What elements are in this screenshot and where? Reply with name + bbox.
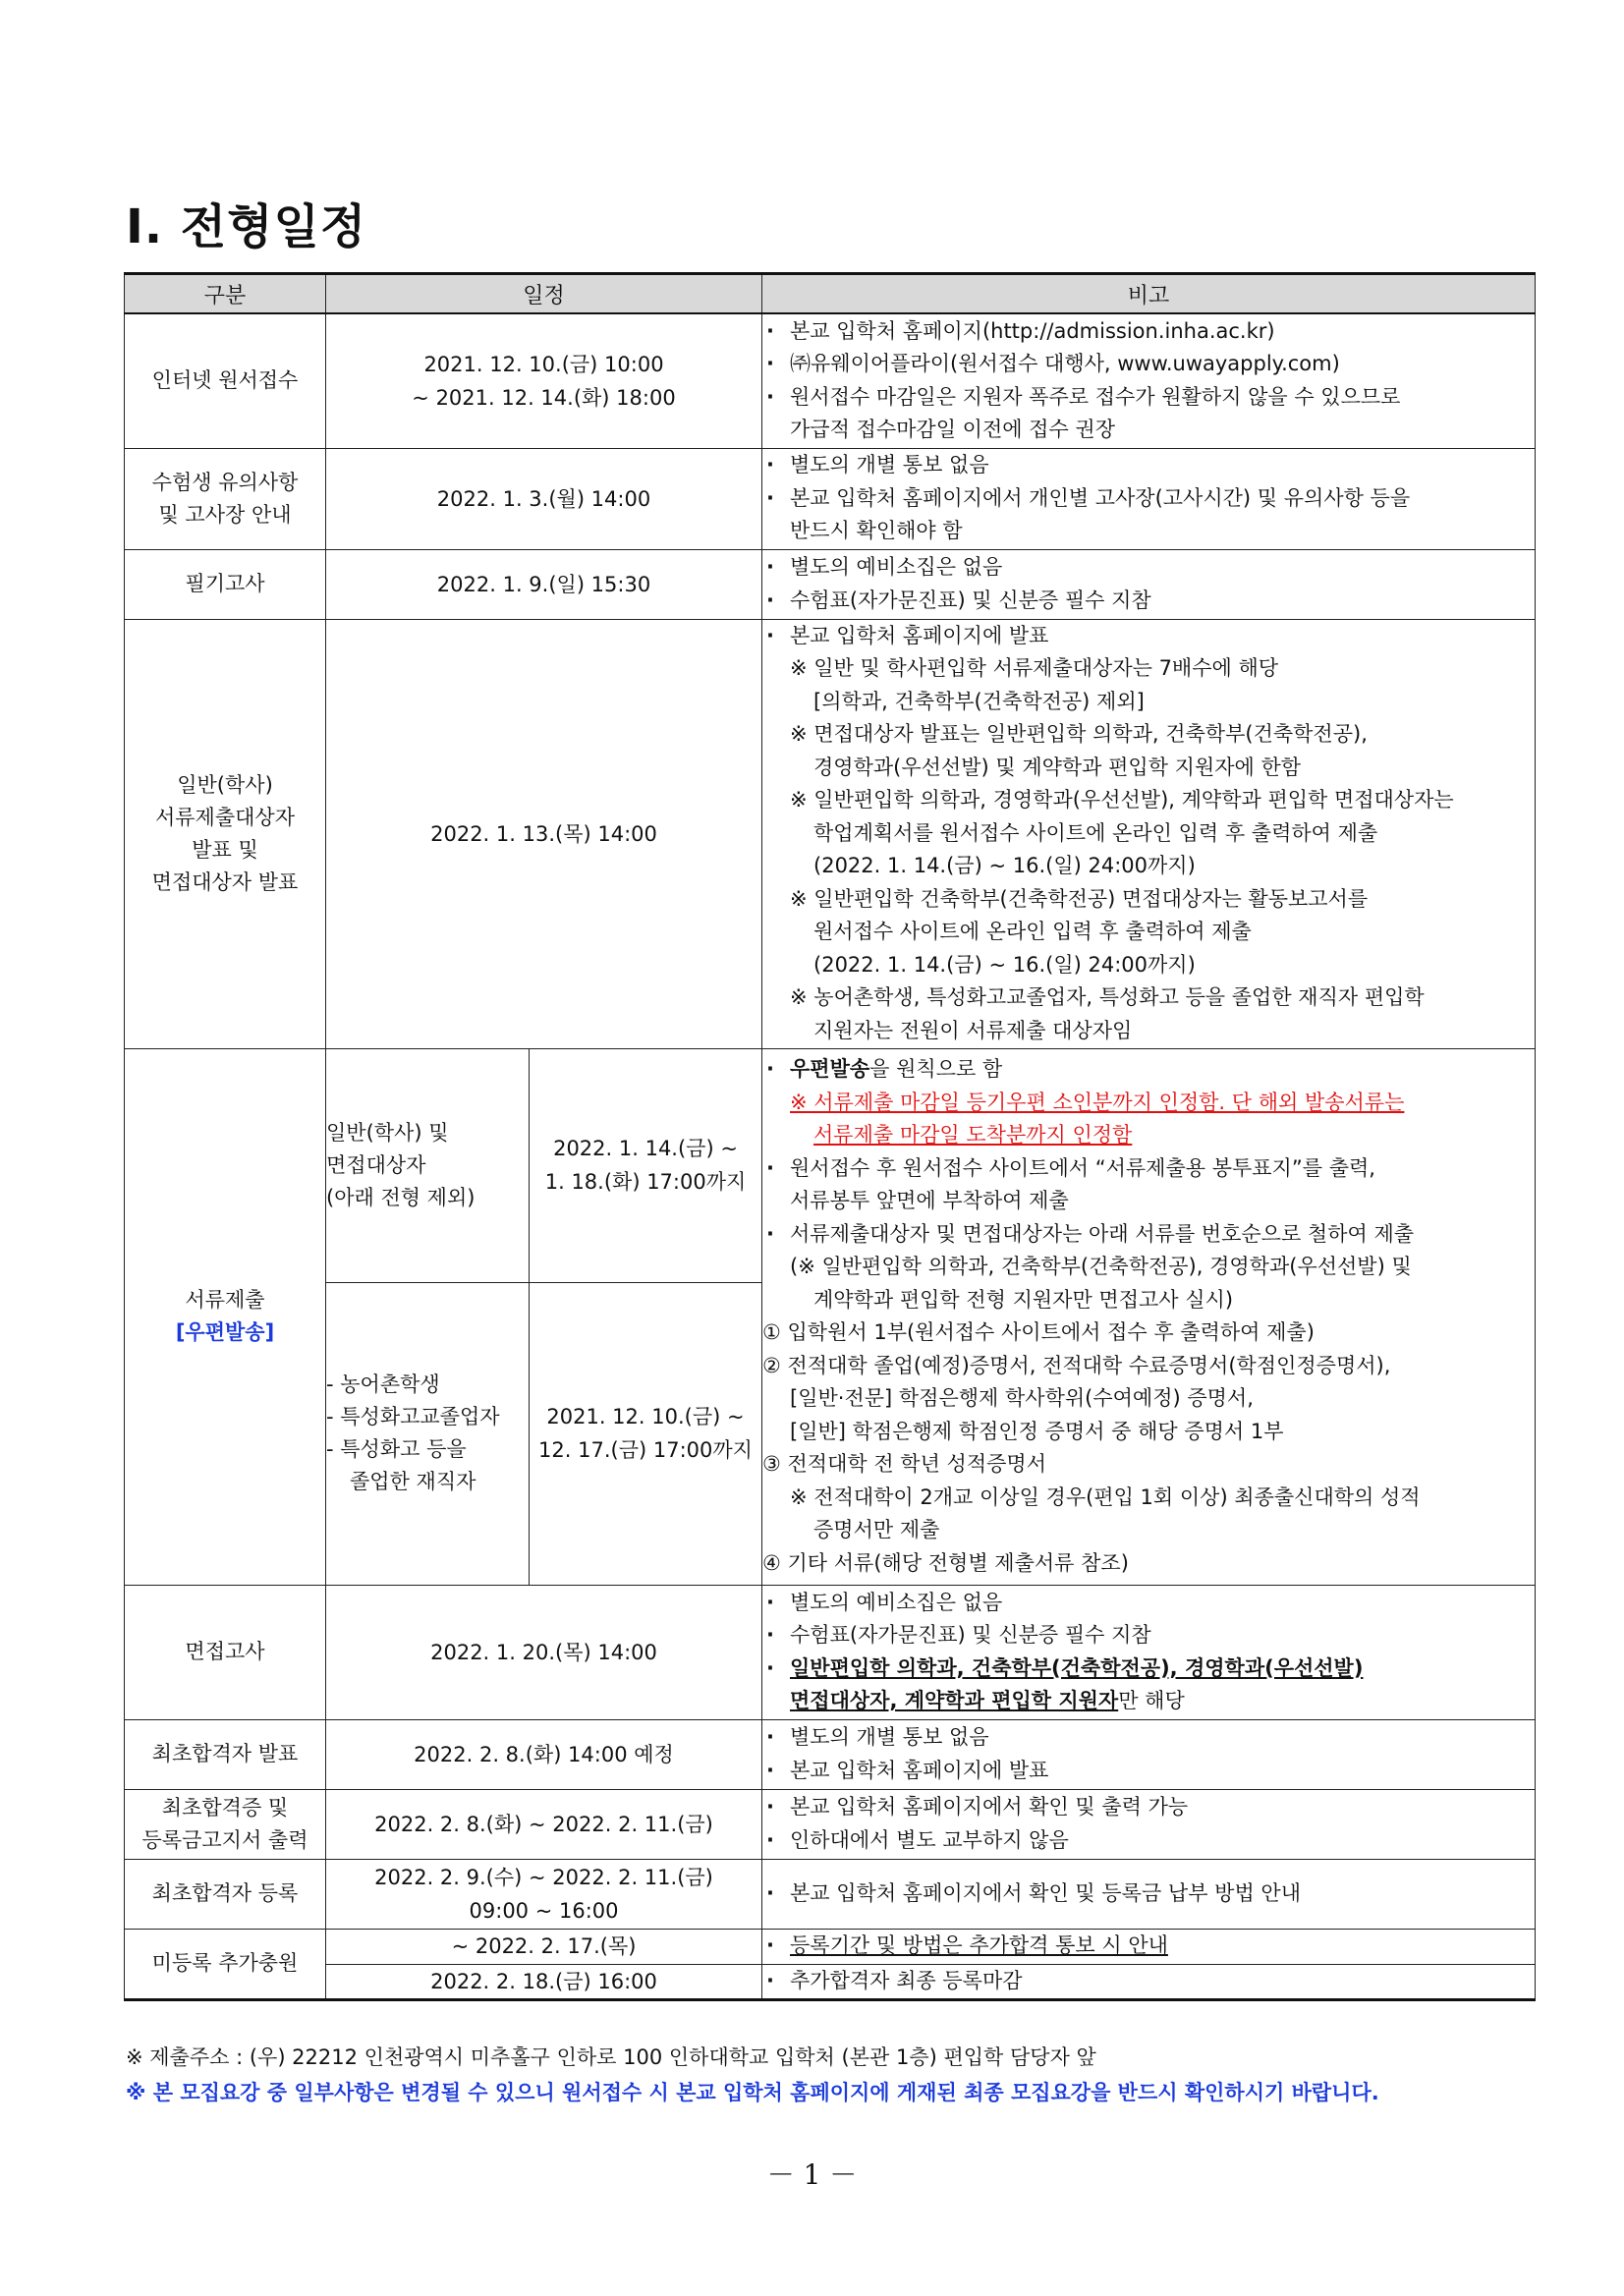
note-line: 경영학과(우선선발) 및 계약학과 편입학 지원자에 한함 (813, 755, 1302, 779)
note-line: [의학과, 건축학부(건축학전공) 제외] (813, 689, 1145, 713)
note-line: ④ 기타 서류(해당 전형별 제출서류 참조) (762, 1550, 1129, 1575)
row-date: 2022. 1. 13.(목) 14:00 (326, 619, 762, 1048)
date-line: 2022. 2. 9.(수) ~ 2022. 2. 11.(금) (374, 1865, 713, 1889)
note-line: · 별도의 개별 통보 없음 (762, 449, 1535, 482)
note-line: · 별도의 예비소집은 없음 (762, 551, 1535, 585)
row-date (326, 313, 762, 448)
note-line: ② 전적대학 졸업(예정)증명서, 전적대학 수료증명서(학점인정증명서), (762, 1353, 1391, 1377)
subcategory-line: - 농어촌학생 (326, 1372, 440, 1396)
header-schedule: 일정 (326, 274, 762, 314)
table-row (125, 1964, 1536, 1999)
schedule-table (124, 272, 1536, 2001)
row-date: 2022. 1. 20.(목) 14:00 (326, 1585, 762, 1719)
row-notes (762, 1964, 1536, 1999)
table-row (125, 1585, 1536, 1719)
row-category: 최초합격자 발표 (125, 1719, 326, 1789)
note-line: · 본교 입학처 홈페이지에서 확인 및 등록금 납부 방법 안내 (762, 1877, 1535, 1911)
table-row (125, 313, 1536, 448)
row-date: 2022. 2. 8.(화) ~ 2022. 2. 11.(금) (326, 1789, 762, 1859)
note-line: · 수험표(자가문진표) 및 신분증 필수 지참 (762, 585, 1535, 618)
note-line-highlight: 서류제출 마감일 도착분까지 인정함 (813, 1123, 1133, 1147)
subcategory-line: (아래 전형 제외) (326, 1185, 476, 1209)
row-notes (762, 1929, 1536, 1964)
category-line: 및 고사장 안내 (158, 502, 292, 527)
note-line: 서류봉투 앞면에 부착하여 제출 (790, 1189, 1069, 1212)
note-line: · 추가합격자 최종 등록마감 (762, 1965, 1535, 1998)
note-line: · 본교 입학처 홈페이지에서 개인별 고사장(고사시간) 및 유의사항 등을 (762, 482, 1535, 516)
table-header-row (125, 274, 1536, 314)
note-bold: 면접대상자, 계약학과 편입학 지원자 (790, 1689, 1119, 1712)
note-bold: 우편발송 (790, 1057, 870, 1081)
row-date (530, 1048, 762, 1282)
row-date (326, 1859, 762, 1929)
table-row (125, 1929, 1536, 1964)
subcategory-line: 면접대상자 (326, 1152, 426, 1177)
date-line: 12. 17.(금) 17:00까지 (538, 1438, 753, 1462)
note-line: 증명서만 제출 (813, 1518, 940, 1541)
note-line: (2022. 1. 14.(금) ~ 16.(일) 24:00까지) (813, 854, 1196, 878)
row-category: 인터넷 원서접수 (125, 313, 326, 448)
note-line-emphasis: · 일반편입학 의학과, 건축학부(건축학전공), 경영학과(우선선발) (762, 1652, 1535, 1686)
date-line: 2021. 12. 10.(금) 10:00 (423, 352, 664, 376)
note-line: · 원서접수 후 원서접수 사이트에서 “서류제출용 봉투표지”를 출력, (762, 1152, 1535, 1186)
row-category (125, 1789, 326, 1859)
row-subcategory (326, 1282, 530, 1585)
note-line: ※ 면접대상자 발표는 일반편입학 의학과, 건축학부(건축학전공), (790, 722, 1368, 747)
category-postal-label: [우편발송] (175, 1320, 275, 1344)
table-row (125, 448, 1536, 549)
row-category (125, 1048, 326, 1585)
header-notes: 비고 (762, 274, 1536, 314)
row-notes (762, 1789, 1536, 1859)
date-line: 09:00 ~ 16:00 (469, 1898, 619, 1923)
note-line: · 원서접수 마감일은 지원자 폭주로 접수가 원활하지 않을 수 있으므로 (762, 381, 1535, 415)
table-row (125, 1719, 1536, 1789)
note-line: · 인하대에서 별도 교부하지 않음 (762, 1824, 1535, 1858)
note-line: · 수험표(자가문진표) 및 신분증 필수 지참 (762, 1619, 1535, 1652)
note-line: ① 입학원서 1부(원서접수 사이트에서 접수 후 출력하여 제출) (762, 1320, 1315, 1344)
note-line: 가급적 접수마감일 이전에 접수 권장 (790, 418, 1116, 442)
note-line: ※ 일반편입학 건축학부(건축학전공) 면접대상자는 활동보고서를 (790, 886, 1369, 911)
row-notes (762, 313, 1536, 448)
subcategory-line: - 특성화고교졸업자 (326, 1405, 500, 1428)
page-number: － 1 － (766, 2158, 858, 2191)
subcategory-line: - 특성화고 등을 (326, 1437, 467, 1461)
row-notes (762, 1719, 1536, 1789)
footnote-address: ※ 제출주소 : (우) 22212 인천광역시 미추홀구 인하로 100 인하대학교 입학처 (본관 1층) 편입학 담당자 앞 (126, 2045, 1096, 2069)
row-notes (762, 1859, 1536, 1929)
note-line (762, 1053, 1535, 1087)
note-line: [일반] 학점은행제 학점인정 증명서 중 해당 증명서 1부 (790, 1419, 1284, 1443)
note-line-highlight: ※ 서류제출 마감일 등기우편 소인분까지 인정함. 단 해외 발송서류는 (790, 1090, 1405, 1114)
date-line: ~ 2021. 12. 14.(화) 18:00 (412, 385, 676, 410)
note-line: · 별도의 예비소집은 없음 (762, 1587, 1535, 1620)
row-category: 미등록 추가충원 (125, 1929, 326, 1999)
note-line: (2022. 1. 14.(금) ~ 16.(일) 24:00까지) (813, 952, 1196, 977)
row-date: 2022. 2. 8.(화) 14:00 예정 (326, 1719, 762, 1789)
row-subcategory (326, 1048, 530, 1282)
row-date: 2022. 1. 3.(월) 14:00 (326, 448, 762, 549)
table-row (125, 619, 1536, 1048)
note-line: · 서류제출대상자 및 면접대상자는 아래 서류를 번호순으로 철하여 제출 (762, 1218, 1535, 1252)
note-line: ※ 일반 및 학사편입학 서류제출대상자는 7배수에 해당 (790, 656, 1279, 681)
note-line: ※ 농어촌학생, 특성화고교졸업자, 특성화고 등을 졸업한 재직자 편입학 (790, 985, 1425, 1010)
category-line: 서류제출대상자 (154, 805, 295, 829)
note-line: [일반·전문] 학점은행제 학사학위(수여예정) 증명서, (790, 1386, 1254, 1410)
category-line: 수험생 유의사항 (151, 470, 299, 494)
row-category: 면접고사 (125, 1585, 326, 1719)
subcategory-line: 졸업한 재직자 (350, 1470, 476, 1493)
category-line: 발표 및 (192, 837, 258, 862)
row-date: ~ 2022. 2. 17.(목) (326, 1929, 762, 1964)
note-line: · 본교 입학처 홈페이지에서 확인 및 출력 가능 (762, 1791, 1535, 1824)
row-notes (762, 448, 1536, 549)
note-text: 을 원칙으로 함 (869, 1057, 1003, 1081)
page-title: Ⅰ. 전형일정 (126, 199, 367, 254)
note-line: 학업계획서를 원서접수 사이트에 온라인 입력 후 출력하여 제출 (813, 820, 1378, 845)
footnotes (126, 2040, 1379, 2110)
row-category: 필기고사 (125, 549, 326, 619)
note-text: 만 해당 (1118, 1689, 1185, 1712)
note-line (762, 1685, 1535, 1718)
category-line: 최초합격증 및 (161, 1795, 289, 1820)
subcategory-line: 일반(학사) 및 (326, 1120, 449, 1145)
row-notes (762, 1048, 1536, 1585)
note-line: · 본교 입학처 홈페이지(http://admission.inha.ac.kr) (762, 315, 1535, 349)
row-notes (762, 619, 1536, 1048)
note-line: ※ 전적대학이 2개교 이상일 경우(편입 1회 이상) 최종출신대학의 성적 (790, 1484, 1421, 1509)
row-date (530, 1282, 762, 1585)
header-category: 구분 (125, 274, 326, 314)
row-date: 2022. 2. 18.(금) 16:00 (326, 1964, 762, 1999)
row-date: 2022. 1. 9.(일) 15:30 (326, 549, 762, 619)
note-line: 지원자는 전원이 서류제출 대상자임 (813, 1018, 1133, 1042)
table-row (125, 1859, 1536, 1929)
note-line: 원서접수 사이트에 온라인 입력 후 출력하여 제출 (813, 920, 1252, 944)
row-category (125, 619, 326, 1048)
note-line: (※ 일반편입학 의학과, 건축학부(건축학전공), 경영학과(우선선발) 및 (790, 1255, 1412, 1278)
date-line: 2022. 1. 14.(금) ~ (553, 1137, 738, 1160)
category-line: 일반(학사) (177, 772, 273, 797)
table-row (125, 1789, 1536, 1859)
note-line: · 별도의 개별 통보 없음 (762, 1721, 1535, 1755)
note-line: · ㈜유웨이어플라이(원서접수 대행사, www.uwayapply.com) (762, 348, 1535, 381)
row-notes (762, 1585, 1536, 1719)
category-line: 면접대상자 발표 (151, 869, 299, 894)
note-line: · 본교 입학처 홈페이지에 발표 (762, 620, 1535, 653)
row-category (125, 448, 326, 549)
note-line: · 본교 입학처 홈페이지에 발표 (762, 1755, 1535, 1788)
note-line: 계약학과 편입학 전형 지원자만 면접고사 실시) (813, 1287, 1234, 1312)
table-row (125, 1048, 1536, 1282)
category-line: 서류제출 (185, 1288, 265, 1312)
date-line: 2021. 12. 10.(금) ~ (546, 1405, 745, 1428)
note-line: ③ 전적대학 전 학년 성적증명서 (762, 1452, 1046, 1476)
date-line: 1. 18.(화) 17:00까지 (544, 1170, 747, 1194)
row-notes (762, 549, 1536, 619)
table-row (125, 549, 1536, 619)
row-category: 최초합격자 등록 (125, 1859, 326, 1929)
note-line: ※ 일반편입학 의학과, 경영학과(우선선발), 계약학과 편입학 면접대상자는 (790, 788, 1454, 812)
footnote-warning: ※ 본 모집요강 중 일부사항은 변경될 수 있으니 원서접수 시 본교 입학처 홈페이지에 게재된 최종 모집요강을 반드시 확인하시기 바랍니다. (126, 2081, 1379, 2104)
category-line: 등록금고지서 출력 (141, 1827, 308, 1852)
note-line: · 등록기간 및 방법은 추가합격 통보 시 안내 (762, 1930, 1535, 1963)
note-line: 반드시 확인해야 함 (790, 519, 963, 543)
